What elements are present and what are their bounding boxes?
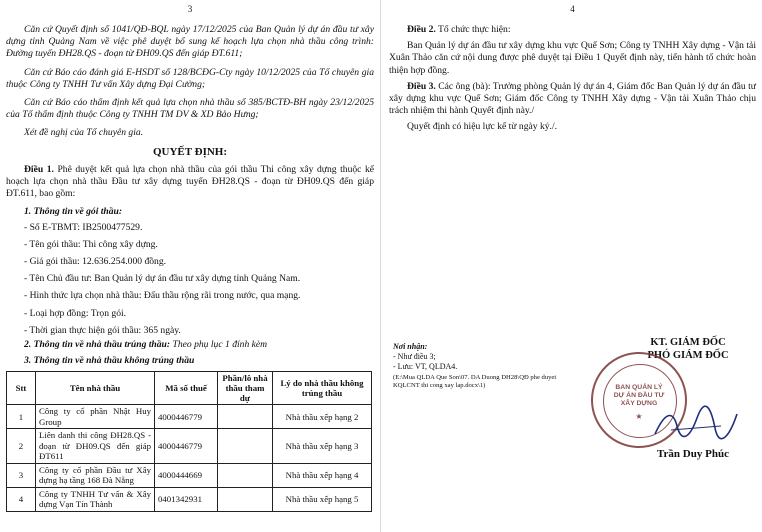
- list-item: - Thời gian thực hiện gói thầu: 365 ngày.: [24, 324, 181, 336]
- article-2-title: Tổ chức thực hiện:: [438, 24, 511, 35]
- signer-title-1: KT. GIÁM ĐỐC: [650, 337, 726, 348]
- preamble-appraisal-report: Căn cứ Báo cáo thẩm định kết quả lựa chọn nhà thầu số 385/BCTĐ-BH ngày 23/12/2025 của Tổ thẩm định thuộc Công ty TNHH TM DV & XD Bảo Hưng;: [6, 97, 374, 121]
- recipients-title: Nơi nhận:: [393, 342, 428, 351]
- section-2-text: Theo phụ lục 1 đính kèm: [172, 339, 268, 351]
- table-row: [7, 429, 372, 464]
- signer-name: Trần Duy Phúc: [657, 448, 729, 460]
- cell-stt: 4: [7, 487, 36, 511]
- handwritten-signature: [651, 404, 741, 444]
- effect-clause: Quyết định có hiệu lực kể từ ngày ký./.: [407, 121, 558, 133]
- cell-reason: Nhà thầu xếp hạng 5: [273, 487, 372, 511]
- preamble-evaluation-report: Căn cứ Báo cáo đánh giá E-HSDT số 128/BCĐG-Cty ngày 10/12/2025 của Tổ chuyên gia thuộc Công ty TNHH Tư vấn Xây dựng Đại Cường;: [6, 66, 374, 90]
- document-page-4: [381, 0, 762, 532]
- cell-stt: 1: [7, 405, 36, 429]
- decision-heading: QUYẾT ĐỊNH:: [152, 145, 228, 158]
- preamble-decision-1041: Căn cứ Quyết định số 1041/QĐ-BQL ngày 17/12/2025 của Ban Quản lý dự án đầu tư xây dựng tỉnh Quảng Nam về việc phê duyệt bổ sung kế hoạch lựa chọn nhà thầu công trình: Đường tuyến ĐH28.QS - đoạn từ ĐH09.QS đến giáp ĐT.611;: [6, 24, 374, 60]
- cell-stt: 3: [7, 463, 36, 487]
- col-header-reason: Lý do nhà thầu không trúng thầu: [273, 372, 372, 405]
- cell-lot: [218, 429, 273, 464]
- col-header-name: Tên nhà thầu: [36, 372, 155, 405]
- section-3-title: 3. Thông tin về nhà thầu không trúng thầu: [24, 355, 195, 367]
- section-2-title: 2. Thông tin về nhà thầu trúng thầu:: [24, 339, 171, 351]
- table-header-row: [7, 372, 372, 405]
- cell-reason: Nhà thầu xếp hạng 2: [273, 405, 372, 429]
- list-item: - Giá gói thầu: 12.636.254.000 đồng.: [24, 256, 167, 268]
- cell-reason: Nhà thầu xếp hạng 3: [273, 429, 372, 464]
- cell-tax-code: 4000446779: [155, 429, 218, 464]
- article-3: [389, 81, 756, 118]
- col-header-lot: Phần/lô nhà thầu tham dự: [218, 372, 273, 405]
- cell-lot: [218, 487, 273, 511]
- article-3-label: Điều 3.: [407, 80, 436, 92]
- cell-tax-code: 4000446779: [155, 405, 218, 429]
- col-header-stt: Stt: [7, 372, 36, 405]
- section-2: [24, 339, 374, 351]
- cell-tax-code: 0401342931: [155, 487, 218, 511]
- cell-reason: Nhà thầu xếp hạng 4: [273, 463, 372, 487]
- signer-title-2: PHÓ GIÁM ĐỐC: [647, 350, 729, 361]
- article-2-label: Điều 2.: [407, 24, 436, 35]
- table-row: [7, 405, 372, 429]
- file-path-note: (E:\Mua QLDA Que Son\07. DA Duong DH28\QĐ phe duyet KQLCNT thi cong xay lap.docx\1): [393, 374, 557, 389]
- list-item: - Tên gói thầu: Thi công xây dựng.: [24, 238, 158, 250]
- cell-lot: [218, 405, 273, 429]
- list-item: - Số E-TBMT: IB2500477529.: [24, 221, 143, 233]
- list-item: - Tên Chủ đầu tư: Ban Quản lý dự án đầu tư xây dựng tỉnh Quảng Nam.: [24, 273, 301, 285]
- cell-lot: [218, 463, 273, 487]
- cell-name: Công ty TNHH Tư vấn & Xây dựng Vạn Tín Thành: [36, 487, 155, 511]
- recipient-item: - Như điều 3;: [393, 352, 436, 361]
- cell-name: Công ty cổ phần Nhật Huy Group: [36, 405, 155, 429]
- cell-tax-code: 4000444669: [155, 463, 218, 487]
- article-1: [6, 164, 374, 201]
- section-1-title: 1. Thông tin về gói thầu:: [24, 206, 123, 218]
- package-info-list: [6, 219, 374, 339]
- article-2-text: Ban Quản lý dự án đầu tư xây dựng khu vực Quế Sơn; Công ty TNHH Xây dựng - Vận tải Xuân Thảo căn cứ nội dung được phê duyệt tại Điều 1 Quyết định này, tiến hành tổ chức hoàn thiện hợp đồng.: [389, 40, 756, 76]
- preamble-proposal: Xét đề nghị của Tổ chuyên gia.: [24, 127, 144, 139]
- col-header-tax-code: Mã số thuế: [155, 372, 218, 405]
- cell-stt: 2: [7, 429, 36, 464]
- recipient-item: - Lưu: VT, QLDA4.: [393, 362, 458, 371]
- seal-text: BAN QUẢN LÝ DỰ ÁN ĐẦU TƯ XÂY DỰNG: [613, 384, 665, 407]
- list-item: - Loại hợp đồng: Trọn gói.: [24, 307, 127, 319]
- article-3-text: Các ông (bà): Trưởng phòng Quản lý dự án 4, Giám đốc Ban Quản lý dự án đầu tư xây dựng khu vực Quế Sơn; Giám đốc Công ty TNHH Xây dựng - Vận tải Xuân Thảo chịu trách nhiệm thi hành Quyết định này./: [389, 80, 757, 117]
- seal-star-icon: ★: [635, 412, 643, 421]
- page-number: 3: [187, 4, 193, 14]
- table-row: [7, 487, 372, 511]
- cell-name: Công ty cổ phần Đầu tư Xây dựng hạ tầng 168 Đà Nẵng: [36, 463, 155, 487]
- article-2-heading: [389, 24, 756, 36]
- list-item: - Hình thức lựa chọn nhà thầu: Đấu thầu rộng rãi trong nước, qua mạng.: [24, 290, 301, 302]
- losing-bidders-table: [6, 371, 372, 512]
- article-1-label: Điều 1.: [24, 163, 54, 175]
- article-1-text: Phê duyệt kết quả lựa chọn nhà thầu của gói thầu Thi công xây dựng thuộc kế hoạch lựa chọn nhà thầu Đầu tư xây dựng tuyến ĐH28.QS - đoạn từ ĐH09.QS đến giáp ĐT.611, bao gồm:: [6, 163, 375, 200]
- recipients-block: [393, 342, 563, 390]
- document-page-3: [0, 0, 380, 532]
- page-number: 4: [570, 4, 575, 14]
- table-row: [7, 463, 372, 487]
- cell-name: Liên danh thi công ĐH28.QS - đoạn từ ĐH09.QS đến giáp ĐT611: [36, 429, 155, 464]
